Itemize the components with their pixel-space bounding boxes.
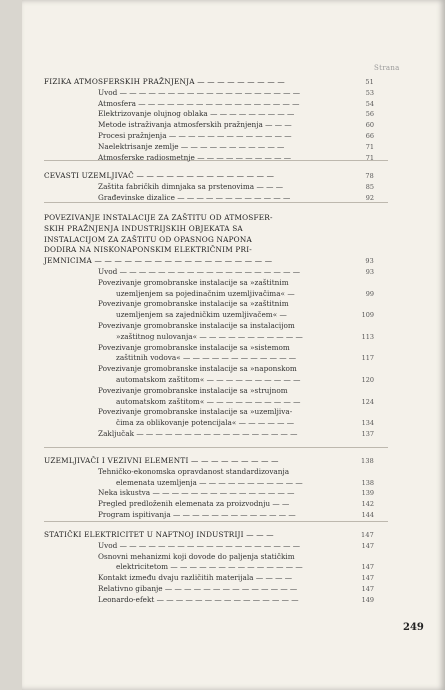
- toc-entry-text: Elektrizovanje olujnog oblaka — — — — — — — — —: [98, 109, 295, 119]
- toc-entry-text: Atmosferske radiosmetnje — — — — — — — — — —: [98, 152, 292, 162]
- toc-page-number: 144: [361, 510, 374, 519]
- toc-entry: [44, 397, 374, 408]
- toc-page-number: 137: [361, 429, 374, 438]
- toc-entry-text: uzemljenjem sa pojedinačnim uzemljivačima« —: [116, 288, 295, 298]
- toc-page-number: 139: [361, 489, 374, 498]
- toc-page-number: 66: [365, 131, 374, 140]
- toc-entry-text: Relativno gibanje — — — — — — — — — — — — — —: [98, 583, 298, 593]
- toc-entry: [44, 584, 374, 595]
- toc-chapter-title: [44, 456, 374, 467]
- toc-page-number: 60: [365, 121, 374, 130]
- toc-entry: [44, 353, 374, 364]
- page-column-header: Strana: [374, 64, 400, 72]
- toc-entry: [44, 573, 374, 584]
- toc-entry: [44, 267, 374, 278]
- toc-chapter-title: [44, 213, 374, 224]
- toc-entry-text: FIZIKA ATMOSFERSKIH PRAŽNJENJA — — — — — — — — —: [44, 77, 285, 86]
- toc-entry-text: Povezivanje gromobranske instalacije sa »zaštitnim: [98, 299, 289, 309]
- toc-entry: [44, 109, 374, 120]
- toc-entry-text: Metode istraživanja atmosferskih pražnjenja — — —: [98, 120, 292, 130]
- toc-entry: [44, 310, 374, 321]
- toc-entry: [44, 278, 374, 289]
- toc-entry-text: Uvod — — — — — — — — — — — — — — — — — — —: [98, 540, 301, 550]
- toc-entry-text: zaštitnih vodova« — — — — — — — — — — — —: [116, 353, 297, 363]
- toc-page-number: 71: [365, 142, 374, 151]
- toc-entry-text: Naelektrisanje zemlje — — — — — — — — — — —: [98, 141, 285, 151]
- toc-section: [44, 171, 374, 203]
- toc-entry-text: Atmosfera — — — — — — — — — — — — — — — — —: [98, 98, 300, 108]
- toc-entry-text: DODIRA NA NISKONAPONSKIM ELEKTRIČNIM PRI-: [44, 245, 252, 255]
- toc-page-number: 51: [365, 78, 374, 86]
- toc-entry: [44, 332, 374, 343]
- toc-entry-text: STATIČKI ELEKTRICITET U NAFTNOJ INDUSTRIJI — — —: [44, 530, 274, 539]
- toc-entry: [44, 478, 374, 489]
- toc-entry: [44, 299, 374, 310]
- toc-entry: [44, 193, 374, 204]
- toc-entry-text: JEMNICIMA — — — — — — — — — — — — — — — — — —: [44, 256, 273, 266]
- toc-entry: [44, 562, 374, 573]
- toc-entry-text: POVEZIVANJE INSTALACIJE ZA ZAŠTITU OD ATMOSFER-: [44, 213, 273, 222]
- toc-entry-text: Povezivanje gromobranske instalacije sa instalacijom: [98, 320, 295, 330]
- toc-entry-text: Građevinske dizalice — — — — — — — — — — — —: [98, 192, 291, 202]
- toc-page-number: 99: [365, 289, 374, 298]
- toc-entry-text: Povezivanje gromobranske instalacije sa »zaštitnim: [98, 277, 289, 287]
- toc-entry-text: Pregled predloženih elemenata za proizvodnju — —: [98, 499, 290, 509]
- toc-entry-text: Povezivanje gromobranske instalacije sa »sistemom: [98, 342, 290, 352]
- toc-entry: [44, 595, 374, 606]
- toc-entry-text: Zaštita fabričkih dimnjaka sa prstenovima — — —: [98, 181, 284, 191]
- toc-page-number: 113: [361, 332, 374, 341]
- page-number: 249: [403, 622, 424, 633]
- toc-entry-text: čima za oblikovanje potencijala« — — — — — —: [116, 418, 295, 428]
- toc-page-number: 147: [361, 584, 374, 593]
- toc-entry: [44, 467, 374, 478]
- toc-entry: [44, 510, 374, 521]
- toc-chapter-title: [44, 224, 374, 235]
- toc-entry-text: automatskom zaštitom« — — — — — — — — — —: [116, 374, 301, 384]
- toc-chapter-title: [44, 245, 374, 256]
- toc-entry-text: elemenata uzemljenja — — — — — — — — — — —: [116, 477, 303, 487]
- toc-page-number: 138: [361, 478, 374, 487]
- toc-page-number: 147: [361, 563, 374, 572]
- toc-entry-text: »zaštitnog nulovanja« — — — — — — — — — — —: [116, 331, 303, 341]
- toc-entry: [44, 541, 374, 552]
- toc-entry-text: Program ispitivanja — — — — — — — — — — — — —: [98, 509, 296, 519]
- toc-entry: [44, 429, 374, 440]
- toc-entry: [44, 407, 374, 418]
- toc-page-number: 120: [361, 375, 374, 384]
- toc-entry: [44, 375, 374, 386]
- section-divider: [44, 521, 388, 522]
- toc-page-number: 93: [365, 257, 374, 266]
- toc-entry-text: Procesi pražnjenja — — — — — — — — — — — — —: [98, 130, 292, 140]
- toc-entry: [44, 386, 374, 397]
- toc-entry: [44, 99, 374, 110]
- toc-entry: [44, 182, 374, 193]
- toc-page-number: 78: [365, 172, 374, 180]
- toc-entry: [44, 499, 374, 510]
- toc-entry-text: Tehničko-ekonomska opravdanost standardizovanja: [98, 466, 290, 476]
- toc-entry-text: Uvod — — — — — — — — — — — — — — — — — — —: [98, 266, 301, 276]
- toc-entry: [44, 552, 374, 563]
- toc-page-number: 134: [361, 419, 374, 428]
- toc-entry-text: Uvod — — — — — — — — — — — — — — — — — — —: [98, 87, 301, 97]
- toc-entry-text: UZEMLJIVAČI I VEZIVNI ELEMENTI — — — — — — — — —: [44, 456, 279, 465]
- toc-entry-text: CEVASTI UZEMLJIVAČ — — — — — — — — — — — — — —: [44, 171, 275, 180]
- toc-entry-text: SKIH PRAŽNJENJA INDUSTRIJSKIH OBJEKATA SA: [44, 223, 243, 233]
- toc-entry: [44, 488, 374, 499]
- toc-page-number: 92: [365, 193, 374, 202]
- toc-chapter-title: [44, 256, 374, 267]
- toc-section: [44, 530, 374, 606]
- toc-entry-text: INSTALACIJOM ZA ZAŠTITU OD OPASNOG NAPONA: [44, 234, 252, 244]
- toc-page-number: 109: [361, 311, 374, 320]
- toc-entry: [44, 343, 374, 354]
- toc-entry-text: automatskom zaštitom« — — — — — — — — — —: [116, 396, 301, 406]
- toc-entry-text: Neka iskustva — — — — — — — — — — — — — — —: [98, 488, 295, 498]
- toc-section: [44, 456, 374, 521]
- toc-page-number: 85: [365, 182, 374, 191]
- toc-page-number: 54: [365, 99, 374, 108]
- toc-chapter-title: [44, 530, 374, 541]
- toc-entry-text: Povezivanje gromobranske instalacije sa »strujnom: [98, 385, 288, 395]
- toc-entry: [44, 364, 374, 375]
- toc-entry: [44, 321, 374, 332]
- toc-entry: [44, 142, 374, 153]
- toc-entry-text: Leonardo-efekt — — — — — — — — — — — — — — —: [98, 594, 299, 604]
- toc-entry-text: Osnovni mehanizmi koji dovode do paljenja statičkim: [98, 551, 295, 561]
- toc-section: [44, 213, 374, 440]
- toc-page-number: 149: [361, 595, 374, 604]
- toc-page-number: 147: [361, 574, 374, 583]
- section-divider: [44, 447, 388, 448]
- toc-page-number: 117: [361, 354, 374, 363]
- toc-page-number: 147: [361, 541, 374, 550]
- toc-entry: [44, 131, 374, 142]
- toc-chapter-title: [44, 77, 374, 88]
- toc-chapter-title: [44, 171, 374, 182]
- toc-page-number: 53: [365, 88, 374, 97]
- toc-entry-text: uzemljenjem sa zajedničkim uzemljivačem« —: [116, 310, 287, 320]
- toc-section: [44, 77, 374, 163]
- toc-page-number: 71: [365, 153, 374, 162]
- toc-entry-text: Povezivanje gromobranske instalacije sa »uzemljiva-: [98, 407, 293, 417]
- toc-entry: [44, 418, 374, 429]
- toc-page-number: 56: [365, 110, 374, 119]
- toc-entry-text: Kontakt između dvaju različitih materijala — — — —: [98, 573, 292, 583]
- toc-page-number: 138: [360, 457, 374, 465]
- toc-entry: [44, 153, 374, 164]
- toc-chapter-title: [44, 235, 374, 246]
- toc-entry: [44, 88, 374, 99]
- toc-page-number: 93: [365, 267, 374, 276]
- toc-entry: [44, 289, 374, 300]
- toc-entry-text: Zaključak — — — — — — — — — — — — — — — — —: [98, 428, 298, 438]
- toc-page-number: 124: [361, 397, 374, 406]
- toc-entry: [44, 120, 374, 131]
- toc-page-number: 147: [360, 531, 374, 539]
- toc-entry-text: Povezivanje gromobranske instalacije sa »naponskom: [98, 364, 297, 374]
- toc-entry-text: elektricitetom — — — — — — — — — — — — — —: [116, 562, 303, 572]
- toc-page-number: 142: [361, 500, 374, 509]
